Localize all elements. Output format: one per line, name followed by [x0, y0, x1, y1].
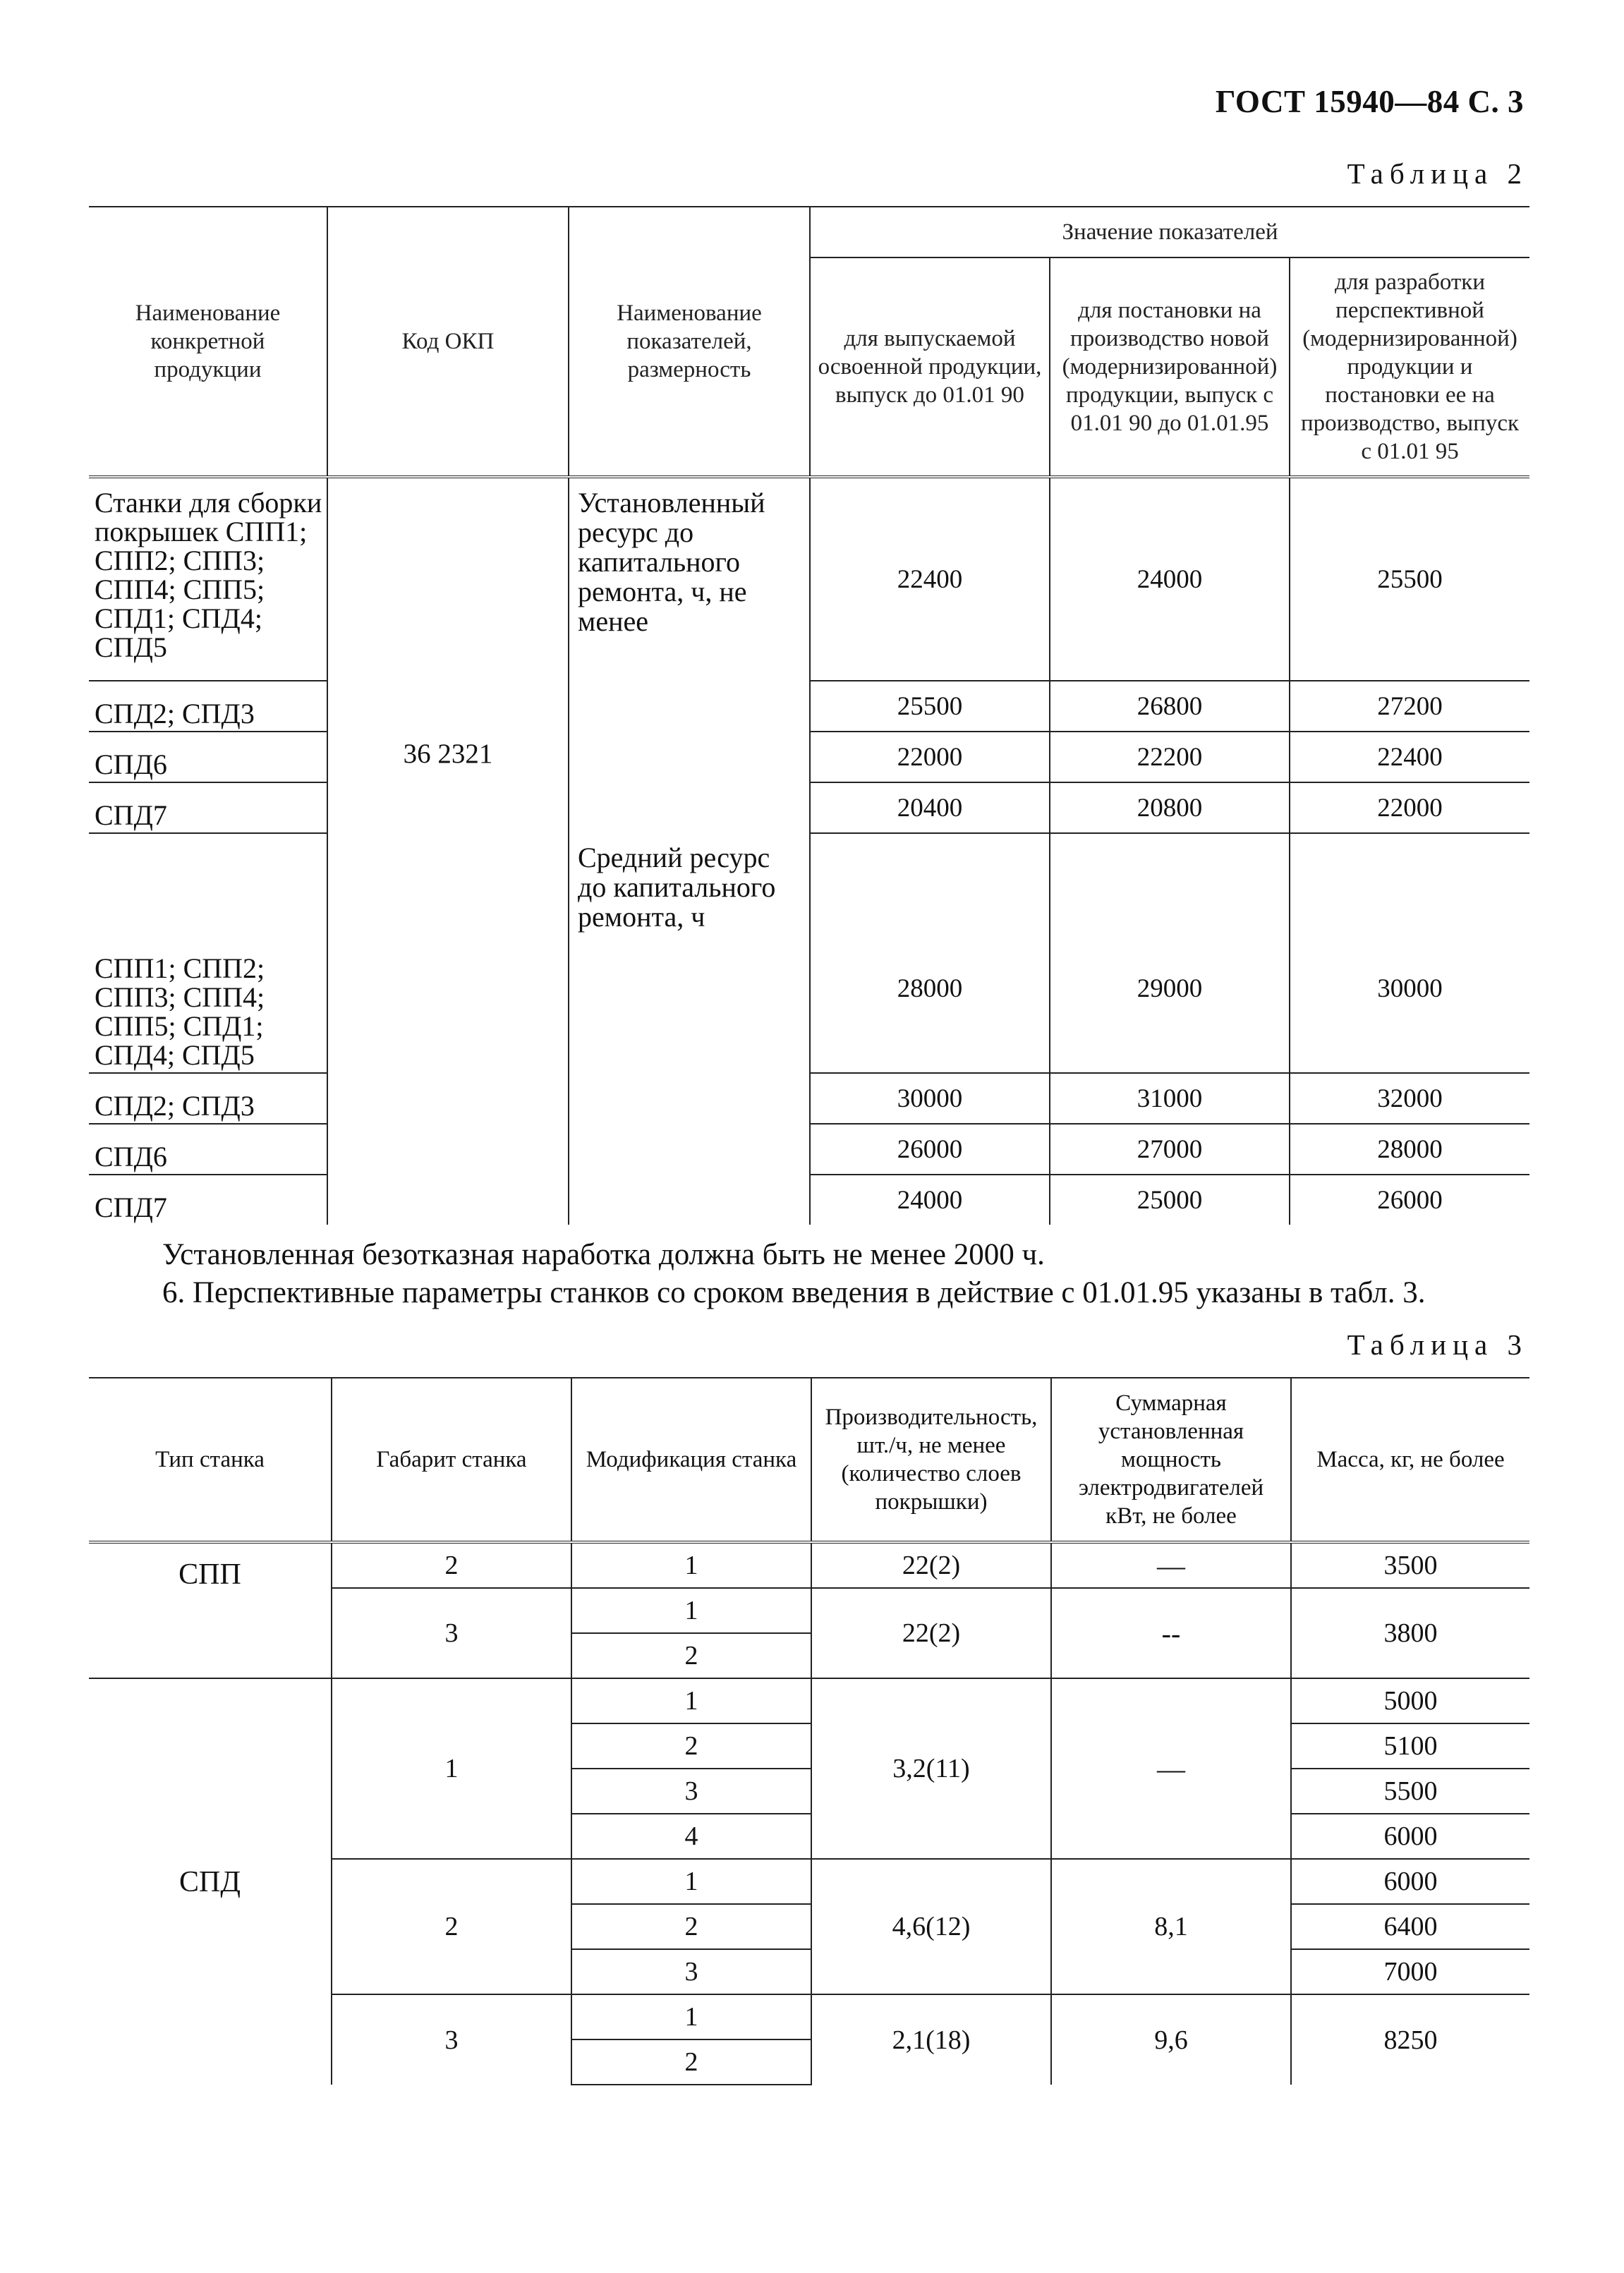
- value-cell: 27000: [1050, 1124, 1290, 1175]
- header-col3: для разработки перспективной (модернизированной) продукции и постановки ее на производство, выпуск с 01.01 95: [1290, 257, 1529, 477]
- product-cell: СПД7: [89, 782, 327, 833]
- header-performance: Производительность, шт./ч, не менее (количество слоев покрышки): [811, 1378, 1051, 1542]
- perf-cell: 22(2): [811, 1542, 1051, 1588]
- mass-cell: 3500: [1291, 1542, 1529, 1588]
- mod-cell: 1: [571, 1588, 811, 1633]
- table-row: [89, 1073, 1529, 1124]
- header-okp: Код ОКП: [327, 207, 569, 477]
- header-size: Габарит станка: [332, 1378, 571, 1542]
- mod-cell: 1: [571, 1994, 811, 2039]
- perf-cell: 3,2(11): [811, 1678, 1051, 1859]
- header-modification: Модификация станка: [571, 1378, 811, 1542]
- okp-cell: [327, 477, 569, 1225]
- table-row: [89, 833, 1529, 1073]
- type-cell: СПП: [89, 1542, 332, 1678]
- value-cell: 26000: [1290, 1175, 1529, 1225]
- paragraph-item-6: 6. Перспективные параметры станков со сроком введения в действие с 01.01.95 указаны в табл. 3.: [162, 1276, 1426, 1309]
- power-cell: --: [1051, 1588, 1291, 1678]
- mod-cell: 4: [571, 1814, 811, 1859]
- table-row: [89, 782, 1529, 833]
- product-cell: СПД2; СПД3: [89, 1073, 327, 1124]
- table-row: [89, 732, 1529, 782]
- header-power: Суммарная установленная мощность электродвигателей кВт, не более: [1051, 1378, 1291, 1542]
- header-type: Тип станка: [89, 1378, 332, 1542]
- size-cell: 3: [332, 1994, 571, 2085]
- value-cell: 26800: [1050, 681, 1290, 732]
- mass-cell: 7000: [1291, 1949, 1529, 1994]
- value-cell: 29000: [1050, 833, 1290, 1073]
- size-cell: 2: [332, 1542, 571, 1588]
- value-cell: 31000: [1050, 1073, 1290, 1124]
- table-row: [89, 477, 1529, 681]
- value-cell: 22400: [1290, 732, 1529, 782]
- header-values-group: Значение показателей: [810, 207, 1529, 257]
- mod-cell: 2: [571, 2039, 811, 2085]
- value-cell: 25500: [1290, 477, 1529, 681]
- value-cell: 22000: [1290, 782, 1529, 833]
- power-cell: —: [1051, 1678, 1291, 1859]
- size-cell: 1: [332, 1678, 571, 1859]
- table-3-caption: Таблица 3: [1347, 1328, 1528, 1361]
- value-cell: 30000: [810, 1073, 1050, 1124]
- table-row: [89, 1124, 1529, 1175]
- type-cell: СПД: [179, 1865, 241, 1898]
- mass-cell: 6400: [1291, 1904, 1529, 1949]
- product-cell: СПД2; СПД3: [89, 681, 327, 732]
- mod-cell: 3: [571, 1769, 811, 1814]
- perf-cell: 22(2): [811, 1588, 1051, 1678]
- value-cell: 32000: [1290, 1073, 1529, 1124]
- value-cell: 27200: [1290, 681, 1529, 732]
- value-cell: 24000: [810, 1175, 1050, 1225]
- header-indicator: Наименование показателей, размерность: [569, 207, 810, 477]
- mod-cell: 2: [571, 1633, 811, 1678]
- mass-cell: 5500: [1291, 1769, 1529, 1814]
- value-cell: 20800: [1050, 782, 1290, 833]
- paragraph-reliability: Установленная безотказная наработка должна быть не менее 2000 ч.: [162, 1238, 1045, 1271]
- product-cell: СПП1; СПП2; СПП3; СПП4; СПП5; СПД1; СПД4; СПД5: [89, 833, 327, 1073]
- indicator-cell: Средний ресурс до капитального ремонта, ч: [569, 833, 810, 1225]
- product-cell: СПД6: [89, 1124, 327, 1175]
- table-row: [89, 1678, 1529, 1723]
- value-cell: 22400: [810, 477, 1050, 681]
- value-cell: 24000: [1050, 477, 1290, 681]
- table-row: [89, 1542, 1529, 1588]
- value-cell: 22000: [810, 732, 1050, 782]
- power-cell: —: [1051, 1542, 1291, 1588]
- size-cell: 3: [332, 1588, 571, 1678]
- mass-cell: 3800: [1291, 1588, 1529, 1678]
- perf-cell: 2,1(18): [811, 1994, 1051, 2085]
- header-mass: Масса, кг, не более: [1291, 1378, 1529, 1542]
- product-cell: СПД7: [95, 1192, 167, 1223]
- value-cell: 20400: [810, 782, 1050, 833]
- mod-cell: 1: [571, 1859, 811, 1904]
- size-cell: 2: [332, 1859, 571, 1994]
- power-cell: 9,6: [1051, 1994, 1291, 2085]
- okp-code: 36 2321: [403, 739, 493, 769]
- product-cell: СПД6: [89, 732, 327, 782]
- mod-cell: 3: [571, 1949, 811, 1994]
- table-3: [89, 1377, 1529, 2085]
- page-header: ГОСТ 15940—84 С. 3: [1215, 84, 1524, 119]
- value-cell: 25000: [1050, 1175, 1290, 1225]
- mass-cell: 8250: [1291, 1994, 1529, 2085]
- header-col2: для постановки на производство новой (модернизированной) продукции, выпуск с 01.01 90 до 01.01.95: [1050, 257, 1290, 477]
- mod-cell: 1: [571, 1542, 811, 1588]
- value-cell: 28000: [1290, 1124, 1529, 1175]
- indicator-cell: Установленный ресурс до капитального ремонта, ч, не менее: [569, 477, 810, 833]
- table-2-caption: Таблица 2: [1347, 157, 1528, 190]
- table-row: [89, 1175, 1529, 1225]
- header-col1: для выпускаемой освоенной продукции, выпуск до 01.01 90: [810, 257, 1050, 477]
- mod-cell: 2: [571, 1904, 811, 1949]
- perf-cell: 4,6(12): [811, 1859, 1051, 1994]
- power-cell: 8,1: [1051, 1859, 1291, 1994]
- mass-cell: 5000: [1291, 1678, 1529, 1723]
- header-product: Наименование конкретной продукции: [89, 207, 327, 477]
- value-cell: 28000: [810, 833, 1050, 1073]
- value-cell: 26000: [810, 1124, 1050, 1175]
- mass-cell: 6000: [1291, 1859, 1529, 1904]
- mod-cell: 1: [571, 1678, 811, 1723]
- value-cell: 22200: [1050, 732, 1290, 782]
- value-cell: 30000: [1290, 833, 1529, 1073]
- product-cell: Станки для сборки покрышек СПП1; СПП2; СПП3; СПП4; СПП5; СПД1; СПД4; СПД5: [89, 477, 327, 681]
- table-row: [89, 681, 1529, 732]
- mod-cell: 2: [571, 1723, 811, 1769]
- value-cell: 25500: [810, 681, 1050, 732]
- table-2: [89, 206, 1529, 1225]
- mass-cell: 6000: [1291, 1814, 1529, 1859]
- mass-cell: 5100: [1291, 1723, 1529, 1769]
